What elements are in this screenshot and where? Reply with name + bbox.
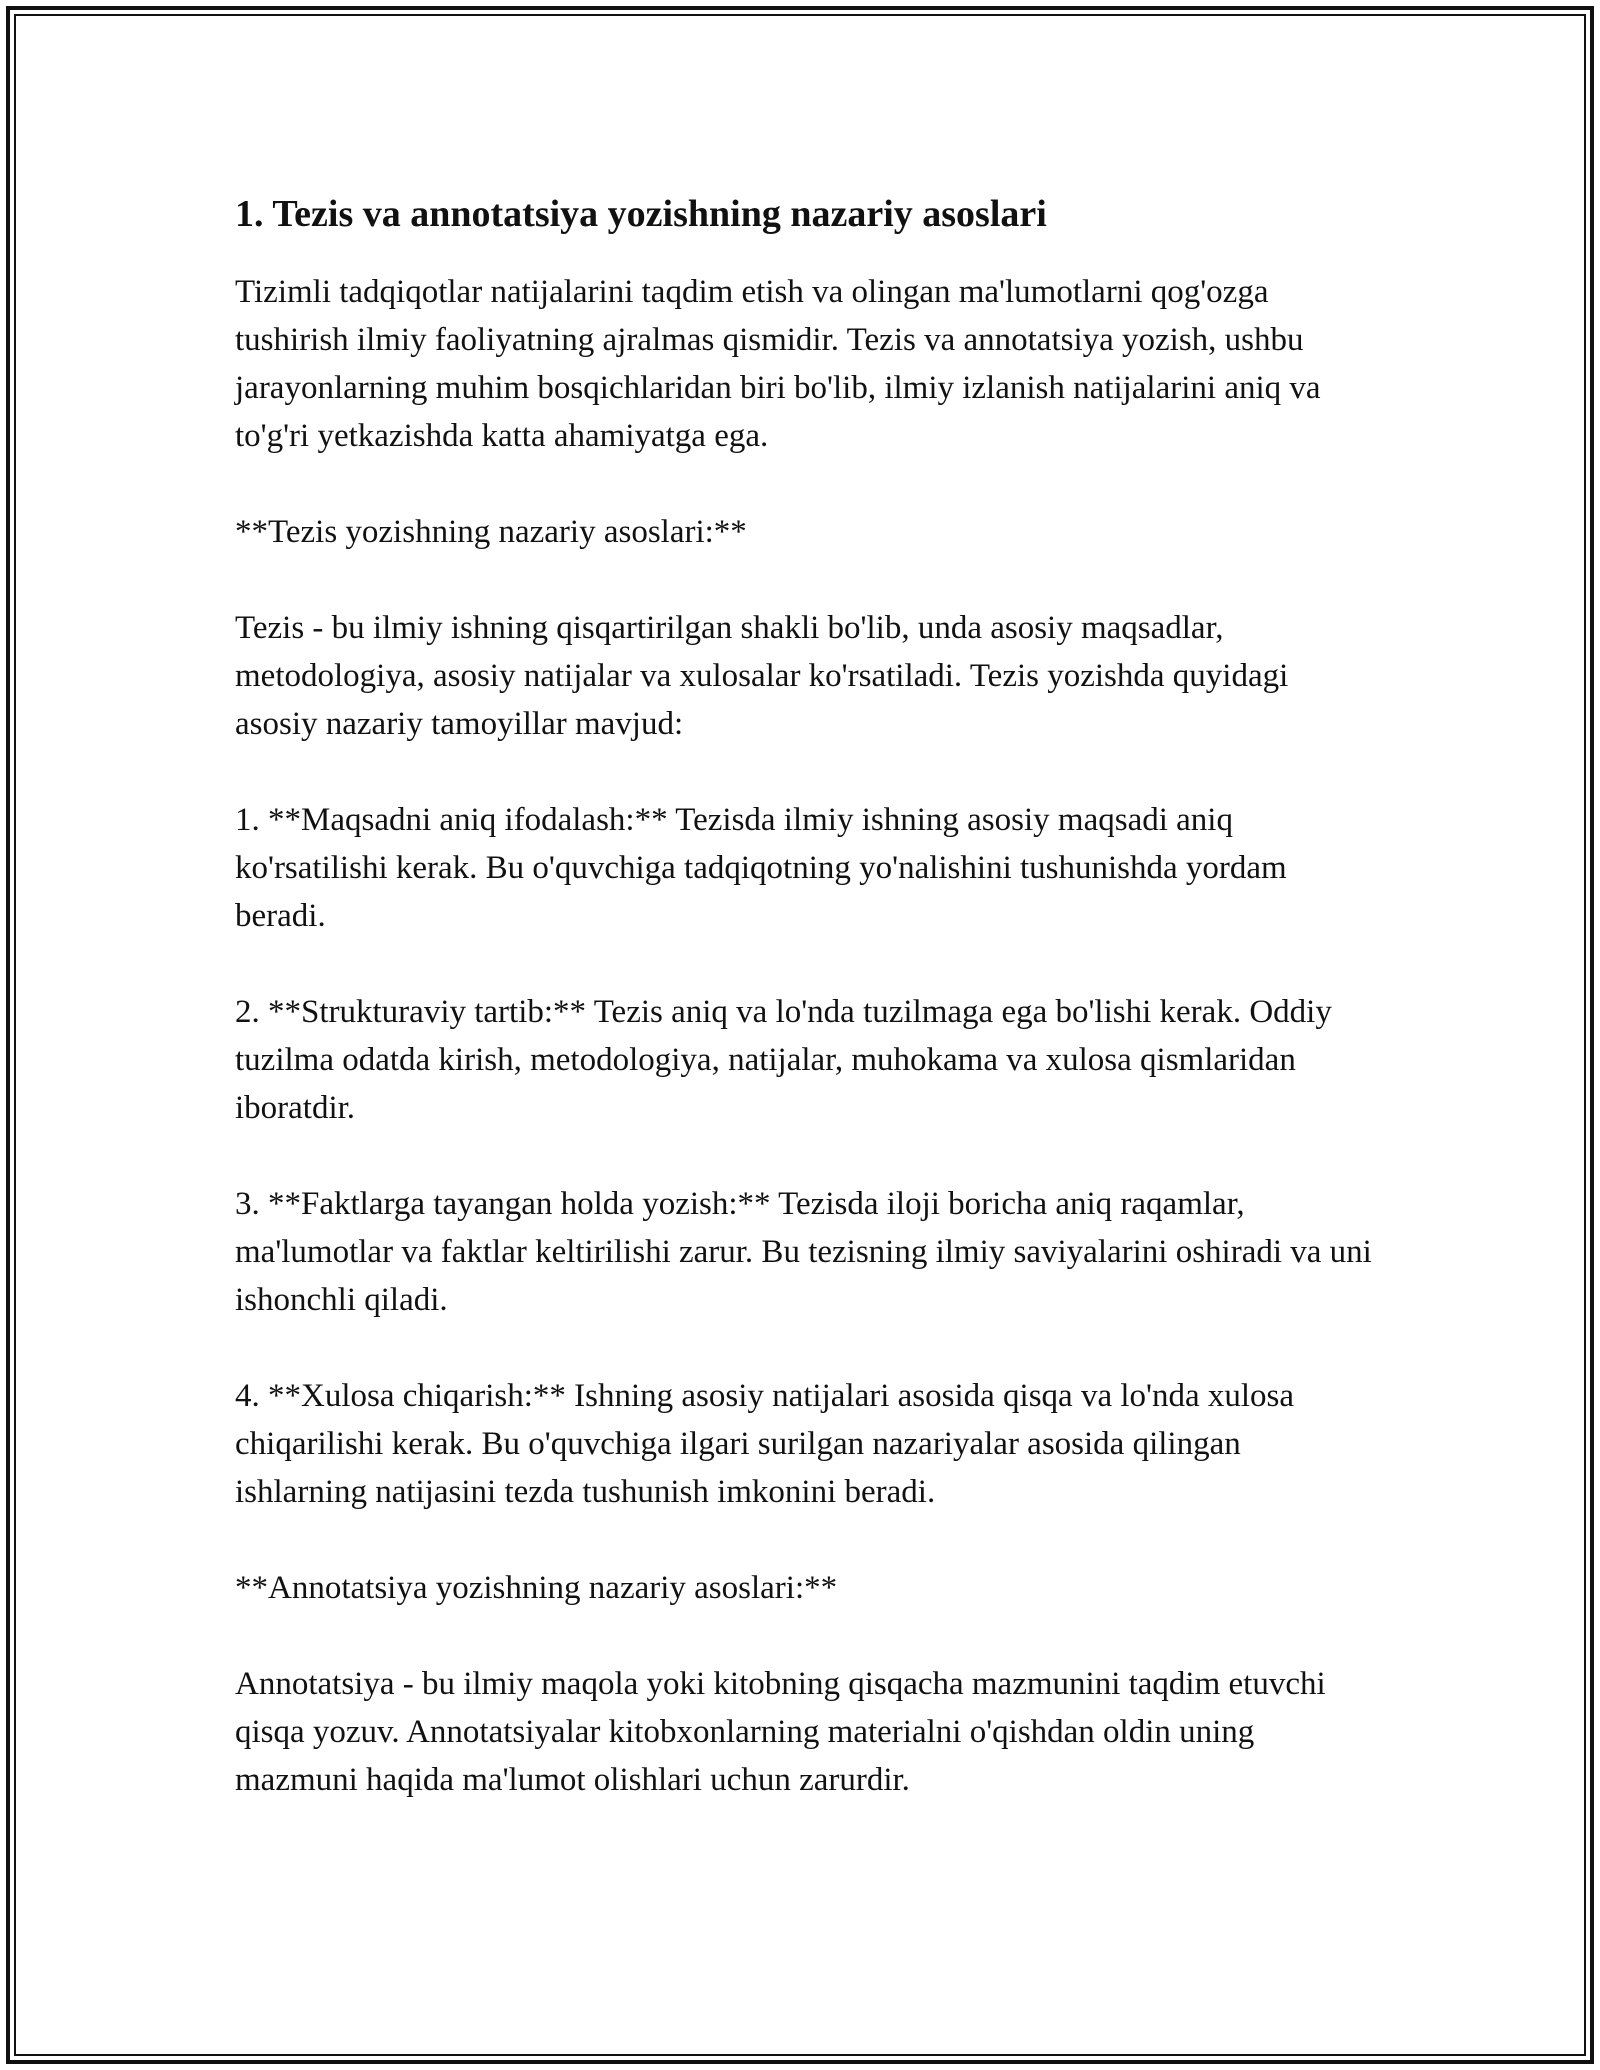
thesis-heading: **Tezis yozishning nazariy asoslari:**	[235, 514, 747, 550]
document-page	[235, 182, 1375, 1852]
principle-2-paragraph: 2. **Strukturaviy tartib:** Tezis aniq va lo'nda tuzilmaga ega bo'lishi kerak. Oddiy tuzilma odatda kirish, metodologiya, natijalar, muhokama va xulosa qismlaridan iboratdir.	[235, 994, 1332, 1126]
principle-4-paragraph: 4. **Xulosa chiqarish:** Ishning asosiy natijalari asosida qisqa va lo'nda xulosa chiqarilishi kerak. Bu o'quvchiga ilgari surilgan nazariyalar asosida qilingan ishlarning natijasini tezda tushunish imkonini beradi.	[235, 1378, 1295, 1510]
principle-1-paragraph: 1. **Maqsadni aniq ifodalash:** Tezisda ilmiy ishning asosiy maqsadi aniq ko'rsatilishi kerak. Bu o'quvchiga tadqiqotning yo'nalishini tushunishda yordam beradi.	[235, 802, 1287, 934]
annotation-heading: **Annotatsiya yozishning nazariy asoslari:**	[235, 1570, 838, 1606]
annotation-definition-paragraph: Annotatsiya - bu ilmiy maqola yoki kitobning qisqacha mazmunini taqdim etuvchi qisqa yozuv. Annotatsiyalar kitobxonlarning materialni o'qishdan oldin uning mazmuni haqida ma'lumot olishlari uchun zarurdir.	[235, 1666, 1326, 1798]
intro-paragraph: Tizimli tadqiqotlar natijalarini taqdim etish va olingan ma'lumotlarni qog'ozga tushirish ilmiy faoliyatning ajralmas qismidir. Tezis va annotatsiya yozish, ushbu jarayonlarning muhim bosqichlaridan biri bo'lib, ilmiy izlanish natijalarini aniq va to'g'ri yetkazishda katta ahamiyatga ega.	[235, 274, 1321, 454]
section-title: 1. Tezis va annotatsiya yozishning nazariy asoslari	[235, 193, 1047, 235]
thesis-definition-paragraph: Tezis - bu ilmiy ishning qisqartirilgan shakli bo'lib, unda asosiy maqsadlar, metodologiya, asosiy natijalar va xulosalar ko'rsatiladi. Tezis yozishda quyidagi asosiy nazariy tamoyillar mavjud:	[235, 610, 1289, 742]
principle-3-paragraph: 3. **Faktlarga tayangan holda yozish:** Tezisda iloji boricha aniq raqamlar, ma'lumotlar va faktlar keltirilishi zarur. Bu tezisning ilmiy saviyalarini oshiradi va uni ishonchli qiladi.	[235, 1186, 1372, 1318]
